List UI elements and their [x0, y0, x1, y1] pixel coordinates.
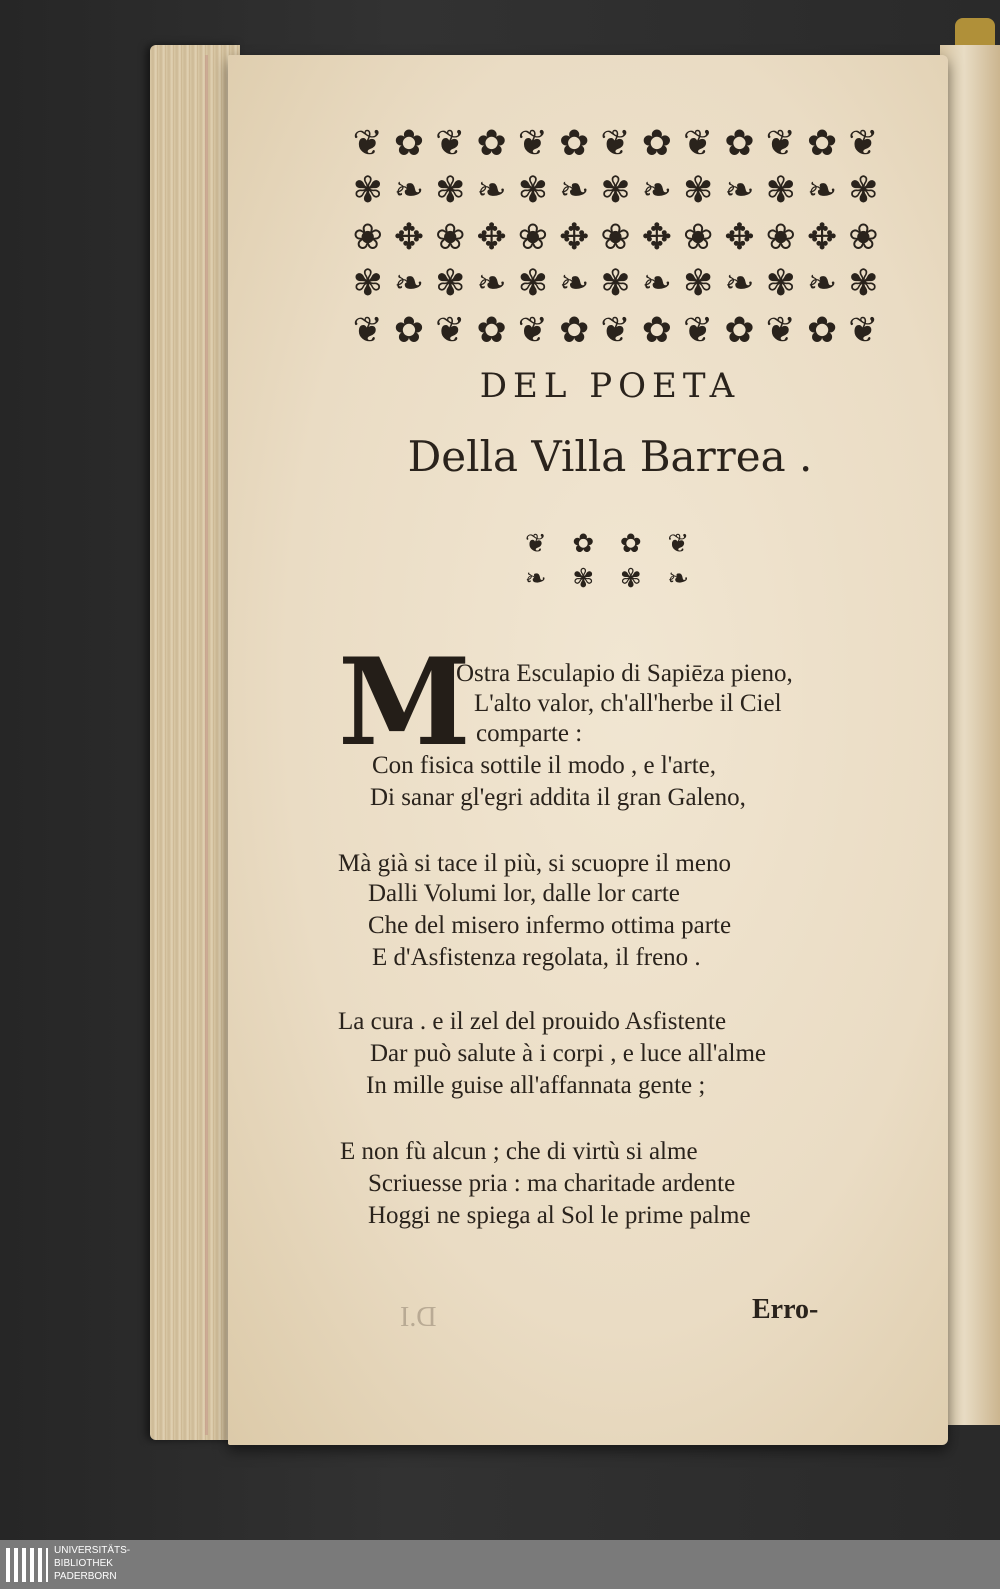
poem-line: Di sanar gl'egri addita il gran Galeno,: [370, 784, 746, 811]
poem-line: Scriuesse pria : ma charitade ardente: [368, 1170, 736, 1197]
headpiece-ornament: ❦ ✿ ❦ ✿ ❦ ✿ ❦ ✿ ❦ ✿ ❦ ✿ ❦ ✾ ❧ ✾ ❧ ✾ ❧ ✾ ❧ ✾ ❧ ✾ ❧ ✾ ❀ ✥ ❀ ✥ ❀ ✥ ❀ ✥ ❀ ✥ ❀ ✥ ❀ ✾ ❧ ✾ ❧ ✾ ❧ ✾ ❧ ✾ ❧ ✾ ❧ ✾ ❦ ✿ ❦ ✿ ❦ ✿ ❦ ✿ ❦ ✿ ❦ ✿ ❦: [352, 123, 879, 352]
poem-line: comparte :: [476, 720, 583, 747]
logo-line: PADERBORN: [54, 1571, 117, 1582]
poem-line: Ostra Esculapio di Sapiēza pieno,: [456, 660, 793, 687]
poem-line: Dar può salute à i corpi , e luce all'alme: [370, 1040, 767, 1067]
library-logo-icon: [6, 1548, 48, 1582]
logo-line: BIBLIOTHEK: [54, 1558, 113, 1569]
show-through-signature: D.I: [400, 1302, 437, 1333]
logo-line: UNIVERSITÄTS-: [54, 1545, 131, 1556]
poem-line: In mille guise all'affannata gente ;: [366, 1072, 706, 1099]
library-logo-text: [54, 1544, 130, 1583]
catchword: Erro-: [752, 1294, 819, 1325]
heading-del-poeta: DEL POETA: [479, 366, 741, 406]
poem-line: Mà già si tace il più, si scuopre il meno: [338, 850, 731, 877]
fleuron-ornament: ❦ ✿ ✿ ❦ ❧ ✾ ✾ ❧: [524, 529, 690, 594]
poem-line: Che del misero infermo ottima parte: [368, 912, 732, 939]
poem-line: E d'Asfistenza regolata, il freno .: [372, 944, 701, 971]
poem-line: Con fisica sottile il modo , e l'arte,: [372, 752, 717, 779]
drop-cap: M: [338, 632, 471, 773]
footer-bar: [0, 1540, 1000, 1589]
poem-line: Dalli Volumi lor, dalle lor carte: [368, 880, 680, 907]
poem-line: La cura . e il zel del prouido Asfistente: [338, 1008, 727, 1035]
heading-author: Della Villa Barrea .: [407, 432, 813, 481]
poem-line: Hoggi ne spiega al Sol le prime palme: [368, 1202, 751, 1229]
facing-page-edge: [940, 45, 1000, 1425]
page-edges: [150, 45, 240, 1440]
poem-line: E non fù alcun ; che di virtù si alme: [340, 1138, 698, 1165]
poem-line: L'alto valor, ch'all'herbe il Ciel: [474, 690, 782, 717]
